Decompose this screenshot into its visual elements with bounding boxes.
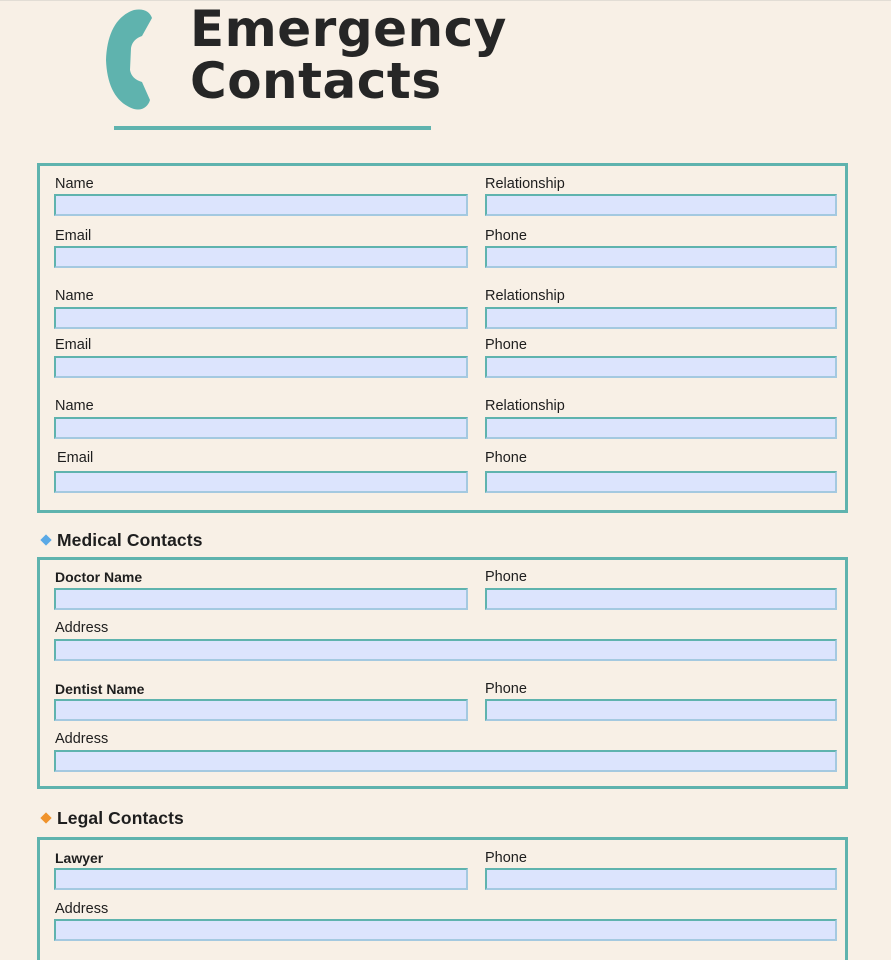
dentist-address-input[interactable] — [54, 750, 837, 772]
phone-label: Phone — [485, 681, 527, 697]
contact-3-email-input[interactable] — [54, 471, 468, 493]
diamond-bullet-icon — [40, 534, 51, 545]
doctor-phone-input[interactable] — [485, 588, 837, 610]
address-label: Address — [55, 731, 109, 747]
phone-handset-icon — [104, 8, 154, 111]
contact-1-phone-input[interactable] — [485, 246, 837, 268]
contact-1-name-input[interactable] — [54, 194, 468, 216]
title-underline — [114, 126, 431, 130]
email-label: Email — [55, 228, 92, 244]
phone-label: Phone — [485, 450, 527, 466]
contact-3-phone-input[interactable] — [485, 471, 837, 493]
doctor-address-input[interactable] — [54, 639, 837, 661]
relationship-label: Relationship — [485, 288, 565, 304]
dentist-name-input[interactable] — [54, 699, 468, 721]
name-label: Name — [55, 398, 94, 414]
contact-3-name-input[interactable] — [54, 417, 468, 439]
phone-label: Phone — [485, 337, 527, 353]
legal-contacts-box — [37, 837, 848, 960]
doctor-name-input[interactable] — [54, 588, 468, 610]
phone-label: Phone — [485, 569, 527, 585]
medical-contacts-heading — [40, 530, 203, 550]
email-label: Email — [55, 337, 92, 353]
lawyer-address-input[interactable] — [54, 919, 837, 941]
contact-2-relationship-input[interactable] — [485, 307, 837, 329]
title-line-1: Emergency — [190, 0, 507, 58]
diamond-bullet-icon — [40, 812, 51, 823]
dentist-name-label: Dentist Name — [55, 681, 145, 697]
legal-contacts-heading — [40, 808, 184, 828]
lawyer-phone-input[interactable] — [485, 868, 837, 890]
contact-2-phone-input[interactable] — [485, 356, 837, 378]
contact-3-relationship-input[interactable] — [485, 417, 837, 439]
address-label: Address — [55, 901, 109, 917]
dentist-phone-input[interactable] — [485, 699, 837, 721]
contact-2-name-input[interactable] — [54, 307, 468, 329]
name-label: Name — [55, 176, 94, 192]
contact-1-email-input[interactable] — [54, 246, 468, 268]
section-title: Legal Contacts — [57, 807, 184, 828]
lawyer-label: Lawyer — [55, 850, 104, 866]
address-label: Address — [55, 620, 109, 636]
contact-1-relationship-input[interactable] — [485, 194, 837, 216]
personal-contacts-box — [37, 163, 848, 513]
phone-label: Phone — [485, 228, 527, 244]
contact-2-email-input[interactable] — [54, 356, 468, 378]
relationship-label: Relationship — [485, 398, 565, 414]
page-title — [190, 0, 507, 110]
title-line-2: Contacts — [190, 52, 442, 110]
page-header — [0, 1, 891, 141]
email-label: Email — [57, 450, 94, 466]
medical-contacts-box — [37, 557, 848, 789]
relationship-label: Relationship — [485, 176, 565, 192]
section-title: Medical Contacts — [57, 529, 203, 550]
doctor-name-label: Doctor Name — [55, 569, 143, 585]
phone-label: Phone — [485, 850, 527, 866]
name-label: Name — [55, 288, 94, 304]
lawyer-name-input[interactable] — [54, 868, 468, 890]
